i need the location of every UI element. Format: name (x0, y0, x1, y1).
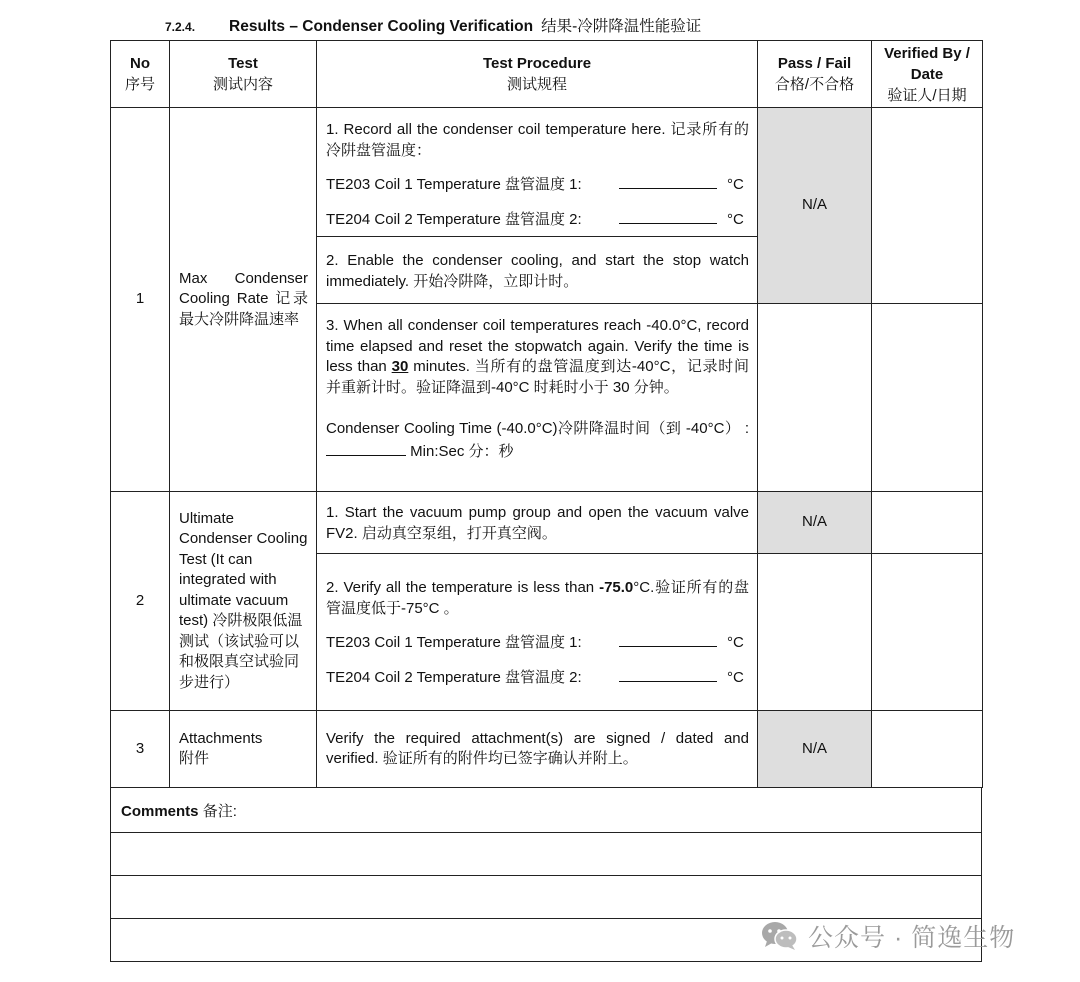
procedure-step: Verify the required attachment(s) are signed / dated and verified. 验证所有的附件均已签字确认并附上。 (317, 711, 758, 788)
test-name: Attachments 附件 (170, 711, 317, 788)
comment-line[interactable] (111, 833, 982, 876)
test-name: Max Condenser Cooling Rate 记录最大冷阱降温速率 (170, 108, 317, 492)
header-procedure: Test Procedure 测试规程 (317, 41, 758, 108)
entry-line[interactable] (326, 440, 406, 456)
pass-fail-cell: N/A (758, 108, 872, 304)
section-heading (165, 14, 701, 36)
pass-fail-cell: N/A (758, 711, 872, 788)
entry-line[interactable] (619, 631, 717, 647)
row-number: 2 (111, 492, 170, 711)
test-name: Ultimate Condenser Cooling Test (It can integrated with ultimate vacuum test) 冷阱极限低温测试（该试验可以和极限真空试验同步进行） (170, 492, 317, 711)
section-number: 7.2.4. (165, 20, 196, 34)
header-no: No 序号 (111, 41, 170, 108)
temperature-field: TE204 Coil 2 Temperature 盘管温度 2: °C (326, 666, 749, 689)
procedure-step: 1. Start the vacuum pump group and open the vacuum valve FV2. 启动真空泵组，打开真空阀。 (317, 492, 758, 554)
verification-table (110, 40, 983, 788)
step-text: 3. When all condenser coil temperatures reach -40.0°C, record time elapsed and reset the stopwatch again. Verify the time is less than 30 minutes. 当所有的盘管温度到达-40°C，记录时间并重新计时。验证降温到-40°C 时耗时小于 30 分钟。 (326, 317, 749, 396)
verified-by-cell[interactable] (872, 304, 983, 492)
watermark (760, 918, 1015, 954)
temperature-field: TE203 Coil 1 Temperature 盘管温度 1: °C (326, 173, 749, 196)
entry-line[interactable] (619, 173, 717, 189)
verified-by-cell[interactable] (872, 711, 983, 788)
entry-line[interactable] (619, 208, 717, 224)
table-row (111, 108, 983, 237)
procedure-step: 2. Enable the condenser cooling, and start the stop watch immediately. 开始冷阱降，立即计时。 (317, 237, 758, 304)
header-pass-fail: Pass / Fail 合格/不合格 (758, 41, 872, 108)
step-text: 2. Verify all the temperature is less than -75.0°C.验证所有的盘管温度低于-75°C 。 (326, 579, 749, 617)
header-row (111, 41, 983, 108)
verified-by-cell[interactable] (872, 554, 983, 711)
watermark-text: 公众号 · 简逸生物 (808, 924, 1016, 952)
temperature-field: TE203 Coil 1 Temperature 盘管温度 1: °C (326, 631, 749, 654)
cooling-time-field: Condenser Cooling Time (-40.0°C)冷阱降温时间（到 -40°C） : Min:Sec 分：秒 (326, 420, 749, 460)
section-title-cn: 结果-冷阱降温性能验证 (541, 18, 702, 35)
wechat-icon (760, 920, 800, 952)
entry-line[interactable] (619, 666, 717, 682)
table-row (111, 711, 983, 788)
pass-fail-cell[interactable] (758, 554, 872, 711)
verified-by-cell[interactable] (872, 492, 983, 554)
comment-line[interactable] (111, 876, 982, 919)
verified-by-cell[interactable] (872, 108, 983, 304)
pass-fail-cell: N/A (758, 492, 872, 554)
row-number: 1 (111, 108, 170, 492)
pass-fail-cell[interactable] (758, 304, 872, 492)
comments-label: Comments 备注: (111, 788, 982, 833)
row-number: 3 (111, 711, 170, 788)
temperature-field: TE204 Coil 2 Temperature 盘管温度 2: °C (326, 208, 749, 231)
procedure-step (317, 304, 758, 492)
procedure-step (317, 554, 758, 711)
table-row (111, 492, 983, 554)
header-test: Test 测试内容 (170, 41, 317, 108)
procedure-step (317, 108, 758, 237)
section-title-en: Results – Condenser Cooling Verification (229, 18, 534, 35)
step-text: 1. Record all the condenser coil temperature here. 记录所有的冷阱盘管温度： (326, 121, 749, 159)
header-verified-by: Verified By / Date 验证人/日期 (872, 41, 983, 108)
